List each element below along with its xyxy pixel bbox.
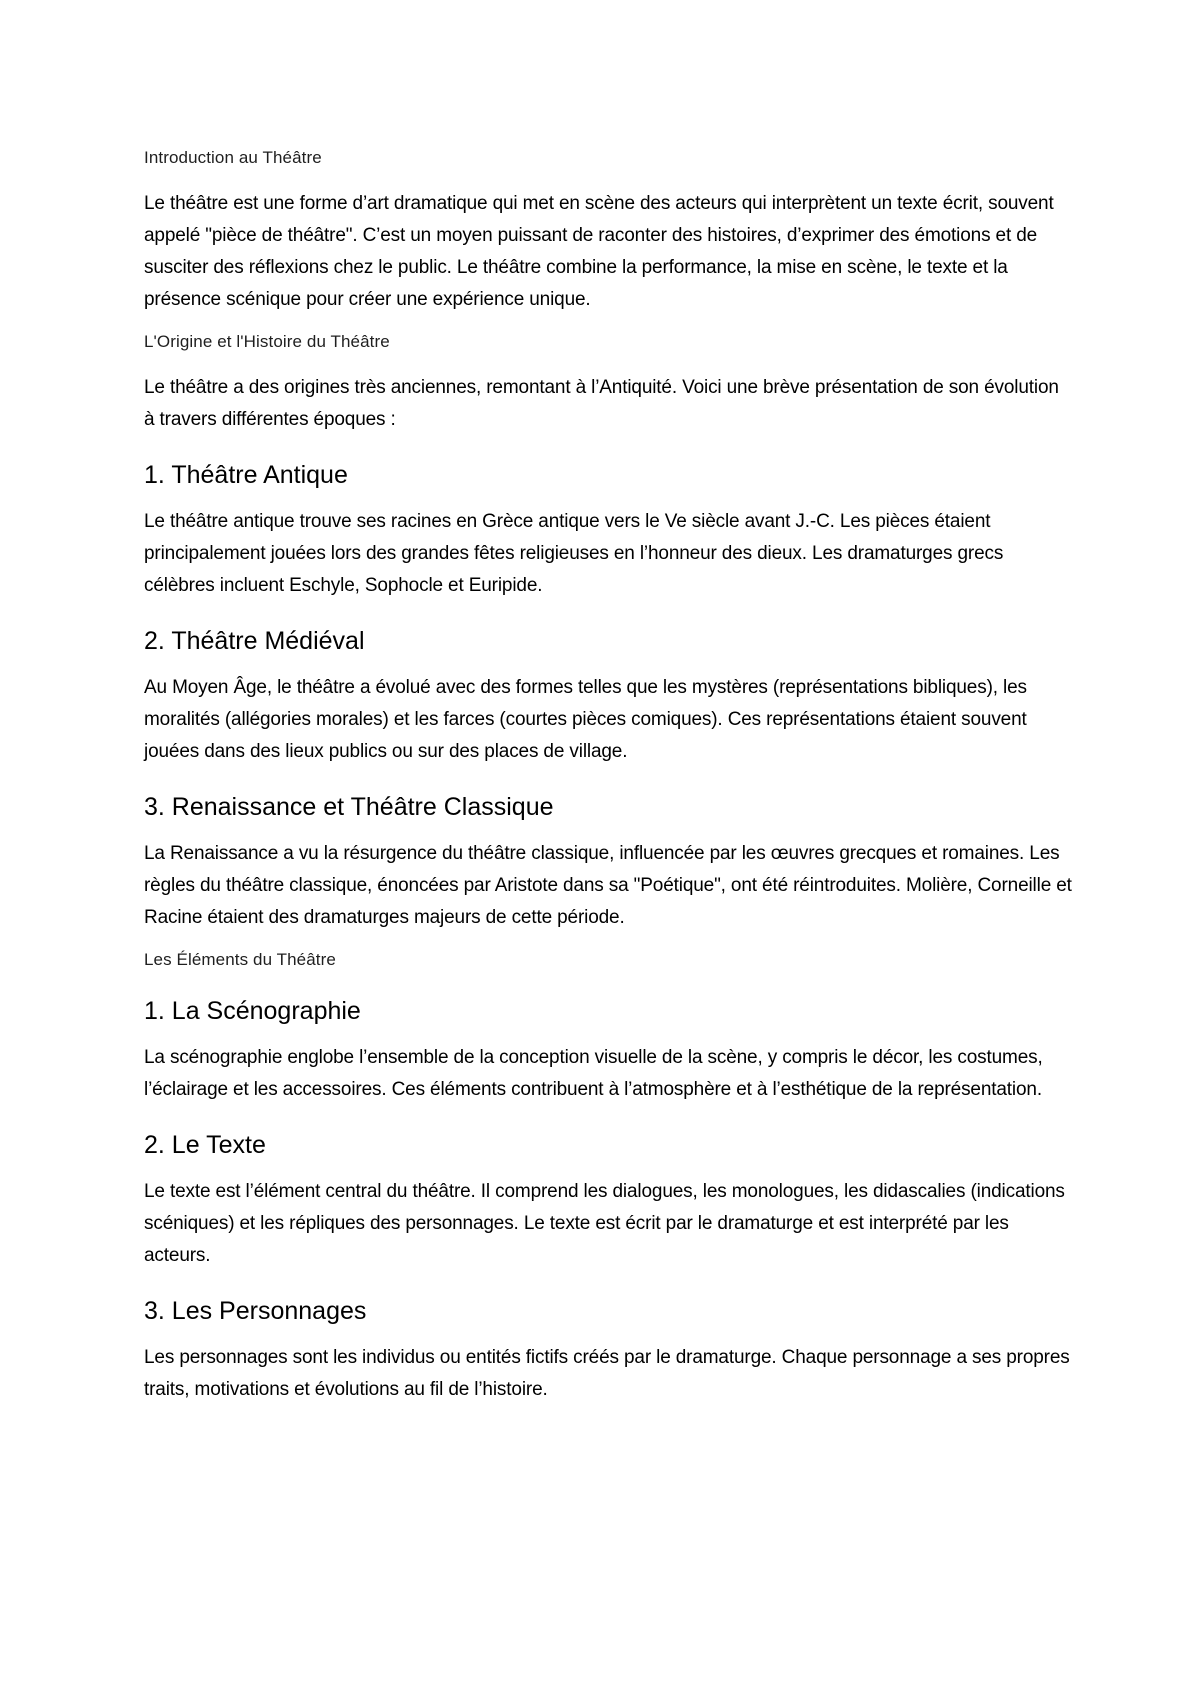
section-title-renaissance: 3. Renaissance et Théâtre Classique [144, 793, 554, 821]
section-title-texte: 2. Le Texte [144, 1131, 266, 1159]
section-title-personnages: 3. Les Personnages [144, 1297, 367, 1325]
elements-heading: Les Éléments du Théâtre [144, 950, 336, 969]
section-title-theatre-medieval: 2. Théâtre Médiéval [144, 627, 365, 655]
origin-heading: L'Origine et l'Histoire du Théâtre [144, 332, 390, 351]
section-text-scenographie: La scénographie englobe l’ensemble de la conception visuelle de la scène, y compris le décor, les costumes, l’éclairage et les accessoires. Ces éléments contribuent à l’atmosphère et à l’esthétique de la représentation. [144, 1047, 1043, 1100]
intro-paragraph: Le théâtre est une forme d’art dramatique qui met en scène des acteurs qui interprètent un texte écrit, souvent appelé "pièce de théâtre". C’est un moyen puissant de raconter des histoires, d’exprimer des émotions et de susciter des réflexions chez le public. Le théâtre combine la performance, la mise en scène, le texte et la présence scénique pour créer une expérience unique. [144, 193, 1054, 310]
section-text-theatre-antique: Le théâtre antique trouve ses racines en Grèce antique vers le Ve siècle avant J.-C. Les pièces étaient principalement jouées lors des grandes fêtes religieuses en l’honneur des dieux. Les dramaturges grecs célèbres incluent Eschyle, Sophocle et Euripide. [144, 511, 1004, 596]
section-title-theatre-antique: 1. Théâtre Antique [144, 461, 348, 489]
document-content [144, 146, 1074, 1420]
section-text-personnages: Les personnages sont les individus ou entités fictifs créés par le dramaturge. Chaque personnage a ses propres traits, motivations et évolutions au fil de l’histoire. [144, 1347, 1070, 1400]
intro-heading: Introduction au Théâtre [144, 148, 322, 167]
section-text-texte: Le texte est l’élément central du théâtre. Il comprend les dialogues, les monologues, les didascalies (indications scéniques) et les répliques des personnages. Le texte est écrit par le dramaturge et est interprété par les acteurs. [144, 1181, 1065, 1266]
section-title-scenographie: 1. La Scénographie [144, 997, 361, 1025]
section-text-renaissance: La Renaissance a vu la résurgence du théâtre classique, influencée par les œuvres grecques et romaines. Les règles du théâtre classique, énoncées par Aristote dans sa "Poétique", ont été réintroduites. Molière, Corneille et Racine étaient des dramaturges majeurs de cette période. [144, 843, 1072, 928]
origin-paragraph: Le théâtre a des origines très anciennes, remontant à l’Antiquité. Voici une brève présentation de son évolution à travers différentes époques : [144, 377, 1059, 430]
section-text-theatre-medieval: Au Moyen Âge, le théâtre a évolué avec des formes telles que les mystères (représentations bibliques), les moralités (allégories morales) et les farces (courtes pièces comiques). Ces représentations étaient souvent jouées dans des lieux publics ou sur des places de village. [144, 677, 1027, 762]
